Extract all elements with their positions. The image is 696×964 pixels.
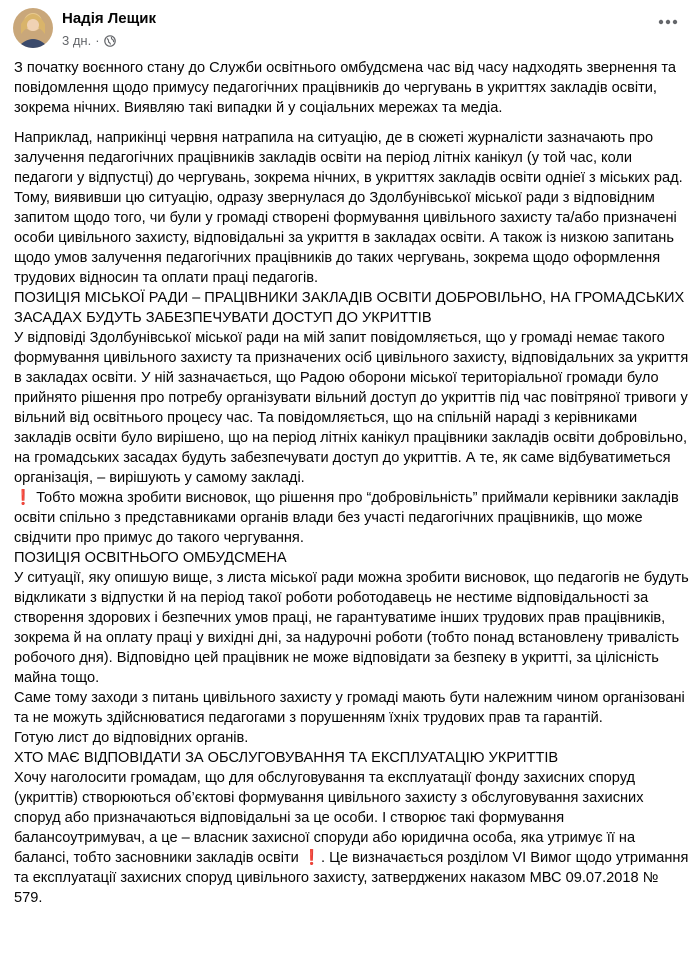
responsibility-text-end: . Це визначається розділом VI Вимог щодо утримання та експлуатації захисних споруд цивільного захисту, затверджених наказом МВС 09.07.2018 № 579. [14, 850, 689, 906]
heading-city-council: ПОЗИЦІЯ МІСЬКОЇ РАДИ – ПРАЦІВНИКИ ЗАКЛАДІВ ОСВІТИ ДОБРОВІЛЬНО, НА ГРОМАДСЬКИХ ЗАСАДАХ БУДУТЬ ЗАБЕЗПЕЧУВАТИ ДОСТУП ДО УКРИТТІВ [14, 290, 685, 326]
paragraph-example: Наприклад, наприкінці червня натрапила на ситуацію, де в сюжеті журналісти зазначають про залучення педагогічних працівників закладів освіти на період літніх канікул (у той час, коли педагоги у відпустці) до чергувань, зокрема нічних, в укриттях закладів освіти одніеї з міських рад. Тому, виявивши цю ситуацію, одразу звернулася до Здолбунівської міської ради з відповідним запитом щодо того, чи були у громаді створені формування цивільного захисту та/або призначені особи цивільного захисту, відповідальні за укриття в закладах освіти. А також із низкою запитань щодо умов залучення педагогічних працівників до таких чергувань, зокрема щодо оформлення трудових відносин та оплати праці педагогів. [14, 130, 683, 286]
globe-icon[interactable] [104, 35, 116, 47]
meta-separator: · [95, 33, 100, 48]
exclamation-icon: ❗ [14, 490, 33, 506]
author-name[interactable]: Надія Лещик [62, 10, 157, 27]
exclamation-icon: ❗ [302, 850, 322, 866]
post-meta [62, 33, 116, 48]
paragraph-responsibility [14, 768, 690, 908]
heading-ombudsman: ПОЗИЦІЯ ОСВІТНЬОГО ОМБУДСМЕНА [14, 550, 287, 566]
responsibility-text: Хочу наголосити громадам, що для обслуговування та експлуатації фонду захисних споруд (укриттів) створюються об’єктові формування цивільного захисту з обслуговування захисних споруд або призначаються відповідальні за це особи. І створює такі формування балансоутримувач, а це – власник захисної споруди або юридична особа, яка утримує її на балансі, тобто засновники закладів освіти [14, 770, 644, 866]
more-dots-icon[interactable] [654, 12, 682, 32]
paragraph-letter: Готую лист до відповідних органів. [14, 730, 249, 746]
paragraph-conclusion [14, 488, 690, 548]
post-body [14, 58, 690, 908]
heading-responsibility: ХТО МАЄ ВІДПОВІДАТИ ЗА ОБСЛУГОВУВАННЯ ТА ЕКСПЛУАТАЦІЮ УКРИТТІВ [14, 750, 559, 766]
paragraph-ombudsman-position: У ситуації, яку опишую вище, з листа міської ради можна зробити висновок, що педагогів не будуть відкликати з відпустки й на період такої роботи роботодавець не нестиме відповідальності за створення здорових і безпечних умов праці, не гарантуватиме інших трудових прав працівників, зокрема й на оплату праці у вихідні дні, за надурочні роботи (тобто понад встановлену тривалість робочого дня). Відповідно цей працівник не може відповідати за безпеку в укритті, за цілісність майна тощо. [14, 570, 689, 686]
paragraph-civil-protection: Саме тому заходи з питань цивільного захисту у громаді мають бути належним чином організовані та не можуть здійснюватися педагогами з порушенням їхніх трудових прав та гарантій. [14, 690, 685, 726]
post-time[interactable]: 3 дн. [62, 33, 92, 48]
avatar[interactable] [13, 8, 53, 48]
post-header [0, 0, 696, 56]
conclusion-text: Тобто можна зробити висновок, що рішення про “добровільність” приймали керівники закладів освіти спільно з представниками органів влади без участі педагогічних працівників, що може свідчити про примус до такого чергування. [14, 490, 679, 546]
paragraph-intro: З початку воєнного стану до Служби освітнього омбудсмена час від часу надходять звернення та повідомлення щодо примусу педагогічних працівників до чергувань в укриттях закладів освіти, зокрема нічних. Виявляю такі випадки й у соціальних мережах та медіа. [14, 60, 677, 116]
paragraph-council-answer: У відповіді Здолбунівської міської ради на мій запит повідомляється, що у громаді немає такого формування цивільного захисту та призначених осіб цивільного захисту, відповідальних за укриття в закладах освіти. У ній зазначається, що Радою оборони міської територіальної громади було прийнято рішення про потребу організувати вільний доступ до укриттів під час повітряної тривоги у вільний від освітнього процесу час. Та повідомляється, що на спільній нараді з керівниками закладів освіти було вирішено, що на період літніх канікул працівники закладів освіти добровільно, на громадських засадах будуть забезпечувати доступ до укриттів. А те, як саме відбуватиметься організація, – вирішують у самому закладі. [14, 330, 689, 486]
avatar-image [13, 8, 53, 48]
